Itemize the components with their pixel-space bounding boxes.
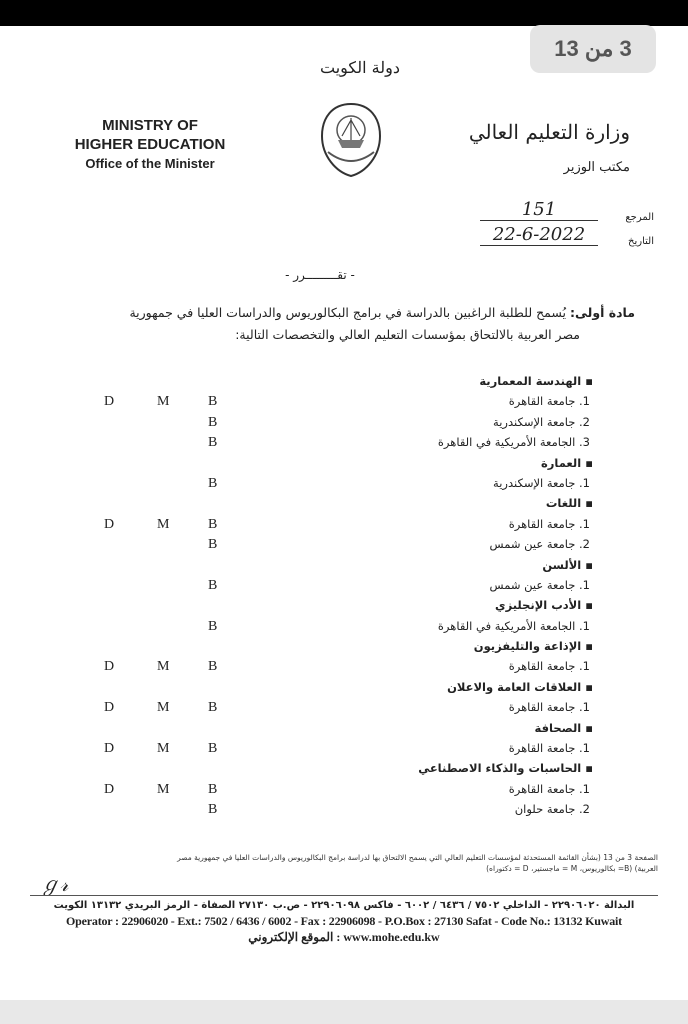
office-arabic: مكتب الوزير	[563, 160, 630, 175]
university-name: 1. جامعة القاهرة	[508, 781, 590, 796]
footer-note	[90, 852, 658, 874]
article-line-1: يُسمح للطلبة الراغبين بالدراسة في برامج البكالوريوس والدراسات العليا في جمهورية	[129, 305, 567, 320]
university-name: 1. جامعة القاهرة	[508, 700, 590, 715]
specialization-heading	[80, 494, 593, 514]
degree-b: B	[208, 516, 218, 532]
degree-d: D	[104, 394, 115, 410]
specialization-heading	[80, 556, 593, 576]
specialization-name: ▪ الأدب الإنجليزي	[495, 598, 593, 613]
specialization-name: ▪ العمارة	[541, 455, 593, 470]
degree-b: B	[208, 618, 218, 634]
degree-m: M	[157, 659, 170, 675]
degree-b: B	[208, 537, 218, 553]
specialization-heading	[80, 719, 593, 739]
signature-initials: ℊ𝓇	[40, 872, 69, 896]
ministry-line-1: MINISTRY OF	[102, 117, 198, 134]
footer-divider	[30, 895, 658, 896]
university-name: 1. الجامعة الأمريكية في القاهرة	[437, 618, 590, 633]
specialization-heading	[80, 454, 593, 474]
university-row	[80, 739, 590, 759]
website: الموقع الإلكتروني : www.mohe.edu.kw	[248, 930, 440, 944]
contact-english: Operator : 22906020 - Ext.: 7502 / 6436 / 6002 - Fax : 22906098 - P.O.Box : 27130 Safat - Code No.: 13132 Kuwait	[66, 914, 622, 928]
university-name: 1. جامعة عين شمس	[489, 577, 590, 592]
degree-b: B	[208, 475, 218, 491]
university-name: 2. جامعة الإسكندرية	[493, 414, 590, 429]
date-label: التاريخ	[628, 236, 654, 247]
specialization-heading	[80, 637, 593, 657]
state-of-kuwait-heading: دولة الكويت	[320, 58, 400, 77]
degree-d: D	[104, 659, 115, 675]
kuwait-emblem-icon	[318, 100, 384, 178]
university-row	[80, 474, 590, 494]
degree-m: M	[157, 394, 170, 410]
university-row	[80, 800, 590, 820]
degree-m: M	[157, 700, 170, 716]
university-row	[80, 657, 590, 677]
specialization-name: ▪ الألسن	[542, 557, 593, 572]
university-name: 1. جامعة القاهرة	[508, 741, 590, 756]
reference-value: 151	[480, 200, 598, 221]
footer-note-line-1: الصفحة 3 من 13 (بشأن القائمة المستحدثة لمؤسسات التعليم العالي التي يسمح الالتحاق بها لدراسة برامج البكالوريوس والدراسات العليا في جمهورية مصر	[177, 853, 658, 862]
university-row	[80, 535, 590, 555]
specialization-name: ▪ العلاقات العامة والاعلان	[447, 679, 593, 694]
university-name: 1. جامعة الإسكندرية	[493, 475, 590, 490]
specialization-name: ▪ الصحافة	[534, 720, 593, 735]
top-bar	[0, 0, 688, 26]
degree-b: B	[208, 802, 218, 818]
specialization-heading	[80, 372, 593, 392]
contact-arabic: البدالة ٢٢٩٠٦٠٢٠ - الداخلي ٧٥٠٢ / ٦٤٣٦ / ٦٠٠٢ - فاكس ٢٢٩٠٦٠٩٨ - ص.ب ٢٧١٣٠ الصفاة - الرمز البريدي ١٣١٣٢ الكويت	[53, 900, 635, 911]
university-row	[80, 413, 590, 433]
specialization-heading	[80, 596, 593, 616]
ministry-english-header	[60, 116, 240, 173]
article-line-2: مصر العربية بالالتحاق بمؤسسات التعليم العالي والتخصصات التالية:	[235, 327, 580, 342]
specializations-list	[80, 372, 593, 821]
university-row	[80, 515, 590, 535]
degree-m: M	[157, 741, 170, 757]
degree-b: B	[208, 700, 218, 716]
degree-d: D	[104, 516, 115, 532]
degree-b: B	[208, 577, 218, 593]
specialization-heading	[80, 759, 593, 779]
university-row	[80, 617, 590, 637]
bottom-bar	[0, 1000, 688, 1024]
university-name: 1. جامعة القاهرة	[508, 659, 590, 674]
specialization-name: ▪ الحاسبات والذكاء الاصطناعي	[418, 761, 593, 776]
degree-b: B	[208, 394, 218, 410]
degree-d: D	[104, 700, 115, 716]
specialization-heading	[80, 678, 593, 698]
degree-b: B	[208, 781, 218, 797]
specialization-name: ▪ الإذاعة والتليفزيون	[473, 639, 593, 654]
degree-b: B	[208, 435, 218, 451]
office-line: Office of the Minister	[85, 156, 215, 171]
date-value: 22-6-2022	[480, 225, 598, 246]
page-footer	[30, 852, 658, 945]
ministry-arabic-header: وزارة التعليم العالي	[468, 120, 630, 144]
university-row	[80, 392, 590, 412]
university-row	[80, 698, 590, 718]
degree-b: B	[208, 414, 218, 430]
specialization-name: ▪ الهندسة المعمارية	[479, 374, 593, 388]
degree-m: M	[157, 516, 170, 532]
degree-b: B	[208, 659, 218, 675]
university-name: 2. جامعة عين شمس	[489, 537, 590, 552]
ministry-line-2: HIGHER EDUCATION	[74, 136, 226, 153]
specialization-name: ▪ اللغات	[545, 496, 593, 511]
university-name: 1. جامعة القاهرة	[508, 516, 590, 531]
article-label: مادة أولى:	[570, 305, 635, 320]
degree-d: D	[104, 781, 115, 797]
article-one	[60, 302, 635, 346]
university-row	[80, 576, 590, 596]
university-name: 2. جامعة حلوان	[514, 802, 590, 817]
degree-d: D	[104, 741, 115, 757]
footer-note-line-2: العربية) (B= بكالوريوس، M = ماجستير، D = دكتوراه)	[486, 864, 658, 873]
university-row	[80, 433, 590, 453]
page-counter-badge: 3 من 13	[530, 25, 656, 73]
university-name: 3. الجامعة الأمريكية في القاهرة	[437, 435, 590, 450]
degree-m: M	[157, 781, 170, 797]
university-name: 1. جامعة القاهرة	[508, 394, 590, 409]
decision-title: - تقـــــــــرر -	[285, 268, 355, 282]
university-row	[80, 780, 590, 800]
reference-label: المرجع	[625, 212, 654, 223]
degree-b: B	[208, 741, 218, 757]
